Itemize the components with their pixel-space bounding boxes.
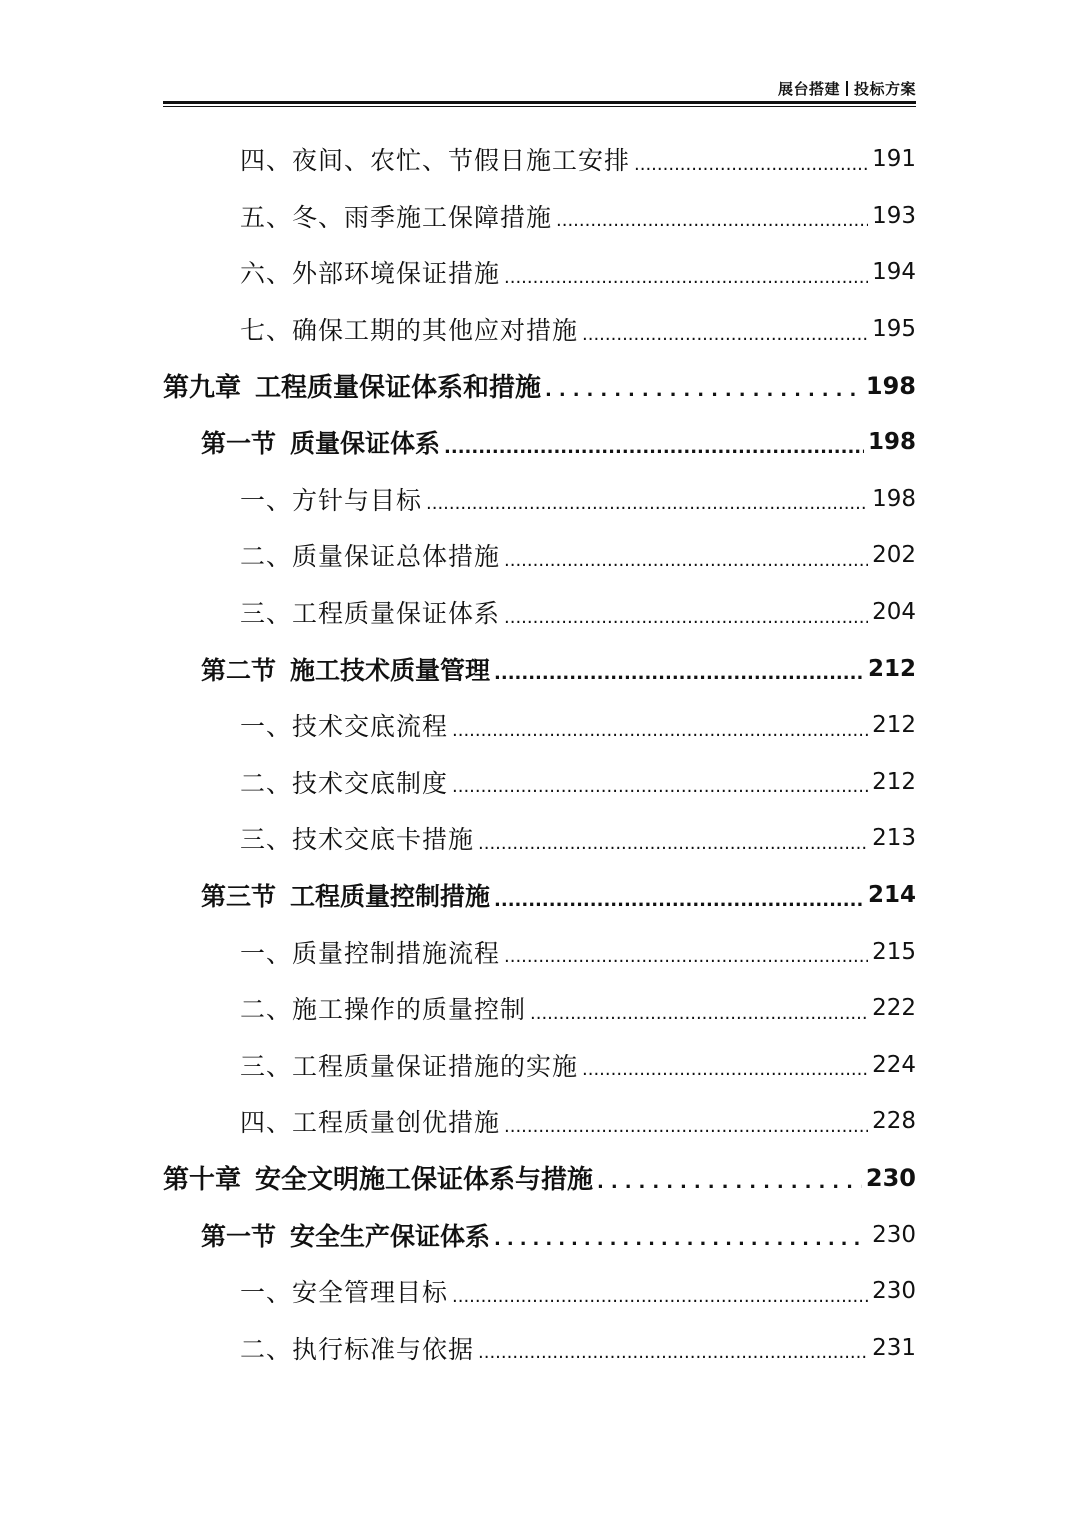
toc-page-number: 213	[872, 825, 916, 852]
toc-page-number: 231	[872, 1334, 916, 1361]
header-title	[778, 78, 916, 99]
toc-entry-label	[201, 1217, 490, 1253]
toc-leader-dots	[504, 550, 868, 571]
toc-entry[interactable]	[163, 980, 916, 1037]
toc-entry-label: 三、工程质量保证措施的实施	[240, 1051, 579, 1081]
toc-leader-dots	[556, 210, 868, 231]
toc-entry[interactable]	[163, 754, 916, 811]
toc-entry[interactable]	[163, 1150, 916, 1207]
toc-page-number: 204	[872, 599, 916, 626]
toc-page-number: 194	[872, 259, 916, 286]
toc-page-number: 198	[872, 485, 916, 512]
toc-entry-number: 第九章	[163, 373, 242, 404]
toc-entry-label: 一、安全管理目标	[240, 1278, 449, 1308]
toc-leader-dots	[504, 607, 868, 628]
toc-leader-dots	[494, 890, 864, 911]
toc-entry-number: 第十章	[163, 1165, 242, 1196]
toc-page-number: 212	[867, 655, 916, 682]
header-right-text: 投标方案	[853, 80, 916, 98]
header-separator	[846, 81, 848, 96]
toc-entry[interactable]	[163, 584, 916, 641]
toc-entry-label	[201, 651, 490, 687]
toc-page-number: 215	[872, 938, 916, 965]
toc-page-number: 198	[865, 371, 916, 400]
toc-entry-number: 第一节	[201, 429, 277, 459]
toc-leader-dots	[545, 380, 862, 401]
toc-page-number: 228	[872, 1108, 916, 1135]
toc-leader-dots	[634, 154, 868, 175]
toc-entry-number: 第二节	[201, 655, 277, 685]
toc-entry[interactable]	[163, 301, 916, 358]
toc-entry[interactable]	[163, 414, 916, 471]
toc-page-number: 230	[872, 1221, 916, 1248]
toc-page-number: 224	[872, 1051, 916, 1078]
toc-entry-label: 二、技术交底制度	[240, 768, 449, 798]
toc-entry-title: 工程质量控制措施	[290, 882, 491, 912]
page-header	[163, 78, 916, 100]
toc-entry[interactable]	[163, 1263, 916, 1320]
toc-entry-title: 施工技术质量管理	[290, 655, 491, 685]
toc-leader-dots	[452, 720, 868, 741]
toc-entry-label: 一、质量控制措施流程	[240, 938, 501, 968]
header-left-text: 展台搭建	[777, 80, 840, 98]
toc-page-number: 212	[872, 712, 916, 739]
toc-leader-dots	[452, 776, 868, 797]
toc-leader-dots	[582, 324, 868, 345]
toc-entry-label: 四、夜间、农忙、节假日施工安排	[240, 146, 631, 176]
toc-entry[interactable]	[163, 1319, 916, 1376]
toc-page-number: 198	[867, 429, 916, 456]
toc-page-number: 193	[872, 202, 916, 229]
header-rule-thin	[163, 106, 916, 107]
toc-entry[interactable]	[163, 188, 916, 245]
toc-entry-title: 质量保证体系	[290, 429, 441, 459]
toc-entry-label: 五、冬、雨季施工保障措施	[240, 202, 553, 232]
toc-entry-number: 第一节	[201, 1221, 277, 1251]
toc-entry-label: 三、技术交底卡措施	[240, 825, 475, 855]
toc-entry[interactable]	[163, 1093, 916, 1150]
toc-page-number: 230	[865, 1163, 916, 1192]
toc-leader-dots	[504, 267, 868, 288]
toc-entry[interactable]	[163, 923, 916, 980]
toc-entry-label: 三、工程质量保证体系	[240, 599, 501, 629]
toc-leader-dots	[504, 946, 868, 967]
table-of-contents	[163, 131, 916, 1376]
toc-leader-dots	[452, 1286, 868, 1307]
toc-entry-label	[163, 367, 541, 404]
toc-leader-dots	[444, 437, 864, 458]
toc-entry-label: 六、外部环境保证措施	[240, 259, 501, 289]
toc-entry[interactable]	[163, 244, 916, 301]
toc-entry-title: 工程质量保证体系和措施	[255, 373, 542, 404]
toc-leader-dots	[582, 1059, 868, 1080]
toc-entry-label	[163, 1159, 593, 1196]
toc-entry[interactable]	[163, 357, 916, 414]
toc-entry[interactable]	[163, 527, 916, 584]
toc-leader-dots	[494, 1229, 868, 1250]
toc-entry-label: 七、确保工期的其他应对措施	[240, 316, 579, 346]
toc-entry[interactable]	[163, 1037, 916, 1094]
toc-page-number: 191	[872, 146, 916, 173]
toc-entry-label: 二、执行标准与依据	[240, 1334, 475, 1364]
toc-leader-dots	[597, 1172, 862, 1193]
toc-leader-dots	[478, 833, 868, 854]
toc-entry-label: 一、技术交底流程	[240, 712, 449, 742]
toc-entry[interactable]	[163, 867, 916, 924]
toc-leader-dots	[530, 1003, 868, 1024]
toc-entry-label: 二、质量保证总体措施	[240, 542, 501, 572]
toc-leader-dots	[478, 1342, 868, 1363]
toc-page-number: 195	[872, 316, 916, 343]
toc-entry[interactable]	[163, 640, 916, 697]
toc-entry-label	[201, 424, 440, 460]
toc-leader-dots	[494, 663, 864, 684]
toc-entry-title: 安全生产保证体系	[290, 1221, 491, 1251]
toc-entry-label: 一、方针与目标	[240, 485, 423, 515]
toc-entry[interactable]	[163, 810, 916, 867]
toc-page-number: 212	[872, 768, 916, 795]
header-rule-thick	[163, 101, 916, 104]
toc-entry[interactable]	[163, 471, 916, 528]
toc-page-number: 222	[872, 995, 916, 1022]
toc-leader-dots	[504, 1116, 868, 1137]
toc-entry[interactable]	[163, 131, 916, 188]
toc-entry-title: 安全文明施工保证体系与措施	[255, 1165, 594, 1196]
toc-entry-number: 第三节	[201, 882, 277, 912]
toc-page-number: 202	[872, 542, 916, 569]
toc-page-number: 230	[872, 1278, 916, 1305]
toc-entry-label	[201, 877, 490, 913]
toc-entry[interactable]	[163, 1206, 916, 1263]
toc-entry-label: 二、施工操作的质量控制	[240, 995, 527, 1025]
toc-leader-dots	[426, 493, 868, 514]
toc-entry[interactable]	[163, 697, 916, 754]
toc-page-number: 214	[867, 882, 916, 909]
toc-entry-label: 四、工程质量创优措施	[240, 1108, 501, 1138]
